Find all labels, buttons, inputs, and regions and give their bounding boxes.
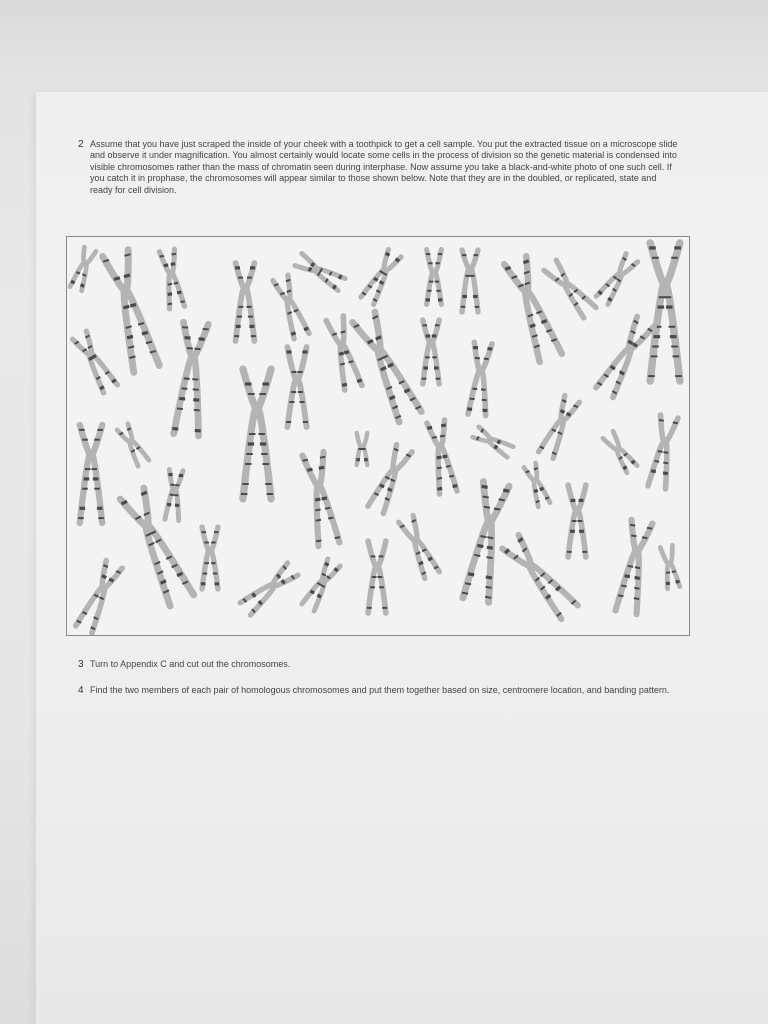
chromosome-band [426,334,431,337]
chromosome-band [435,281,439,283]
chromosome [360,249,402,305]
chromosome-band [287,350,292,353]
chromosome-band [249,433,255,435]
chromosome-band [362,448,366,450]
chromosome [172,322,210,436]
chromosome-band [426,298,430,301]
chromosome-band [248,393,254,395]
chromosome-band [422,378,427,380]
question-2 [78,139,678,196]
chromosome [165,469,184,520]
chromosome-band [203,573,208,575]
chromosome-band [249,325,254,328]
chromatid [471,250,478,312]
chromosome [523,463,550,507]
chromosome-band [175,484,179,486]
chromosome-band [367,607,372,609]
chromosome-band [671,346,678,348]
chromosome-band [438,253,442,255]
chromosome-band [666,581,670,585]
chromosome-band [300,401,305,403]
chromatid [211,527,218,589]
chromatid [432,320,439,384]
chromosome-band [582,551,587,553]
chromosome-band [215,582,220,585]
chromosome-band [234,335,239,337]
chromosome-band [179,474,183,478]
chromosome-band [80,507,86,510]
chromosome-band [462,295,467,298]
chromatid [666,243,680,381]
chromosome-band [567,551,572,553]
question-4 [78,685,678,696]
chromosome [648,243,682,381]
chromosome-band [653,335,660,338]
chromosome-band [570,530,575,533]
chromosome-band [423,366,428,369]
chromosome-band [436,290,440,292]
chromosome-band [371,555,376,557]
chromosome-band [481,388,486,390]
chromatid [427,250,433,305]
chromosome-band [248,442,254,445]
chromosome-band [246,453,252,455]
chromosome-band [82,439,88,441]
chromosome-band [659,296,666,298]
chromosome-band [579,530,584,533]
chromosome [72,331,119,394]
chromosome-band [246,306,251,308]
chromosome [294,253,345,292]
chromosome-band [247,277,252,279]
chromosome-band [426,253,430,255]
chromosome-band [428,262,432,264]
chromosome-band [364,458,368,461]
chromosome-band [94,488,100,490]
chromosome-band [261,453,267,455]
chromatid [246,263,254,341]
chromosome-band [432,356,437,358]
chromosome-band [435,324,440,326]
chromosome-band [473,295,478,298]
chromosome-band [79,429,85,431]
chromosome-band [422,324,427,326]
chromosome-band [263,463,269,465]
chromosome-band [666,305,673,308]
question-number: 3 [78,659,84,670]
chromosome-band [204,562,209,564]
chromosome-band [427,290,431,292]
chromosome [503,256,562,362]
chromatid [423,320,430,384]
chromosome-band [235,266,240,269]
chromosome [158,249,185,309]
chromatid [462,250,469,312]
chromosome-band [370,586,375,588]
chromosome [422,320,441,384]
chromosome-band [665,296,672,298]
chromosome-band [356,458,360,461]
question-number: 2 [78,139,84,150]
chromosome-band [652,257,659,259]
chromosome [602,431,637,473]
question-text: Assume that you have just scraped the inside of your cheek with a toothpick to get a cell sample. You put the extracted tissue on a microscope slide and observe it under magnification. You almost certainly would locate some cells in the process of division so the genetic material is condensed into visible chromosomes rather than the mass of chromatin seen during interphase. Now assume you take a black-and-white photo of one such cell. If you catch it in prophase, the chromosomes will appear similar to those shown below. Note that they are in the doubled, or replicated, state and ready for cell division. [90,139,678,195]
chromosome-band [179,397,185,401]
question-text: Find the two members of each pair of homologous chromosomes and put them together based on size, centromere location, and banding pattern. [90,685,670,695]
chromosome-band [291,391,296,393]
chromosome-band [93,477,99,480]
chromosome [426,420,458,494]
chromosome-band [675,375,682,377]
chromosome-band [82,488,88,490]
chromosome-band [260,442,266,445]
chromosome-spread-image [67,237,689,635]
chromosome-band [241,493,247,495]
chromosome-band [434,366,439,369]
chromosome [102,249,160,372]
chromosome-band [245,463,251,465]
chromosome-band [84,477,90,480]
chromosome-band [94,439,100,441]
chromosome-band [652,346,659,348]
chromosome-band [358,448,362,450]
chromosome-band [172,427,178,431]
chromosome-band [382,607,387,609]
chromatid [236,263,244,341]
chromosome-band [432,334,437,337]
chromatid [287,347,295,427]
chromosome-band [467,407,472,411]
chromosome-band [571,499,576,502]
chromosome [538,395,581,459]
chromosome-band [237,316,242,318]
chromosome-band [97,429,103,431]
chromosome-band [577,520,582,522]
chromosome-band [670,335,677,338]
chromosome-band [484,358,489,360]
chromosome-band [201,582,206,585]
chromosome [286,347,308,427]
chromosome-band [379,555,384,557]
chromosome [367,541,387,613]
chromosome-band [214,531,219,533]
chromosome-band [236,325,241,328]
chromosome-band [651,355,658,357]
chromosome-band [425,356,430,358]
chromosome-band [470,398,475,400]
chromosome [234,263,256,341]
chromosome [426,250,443,305]
chromosome-band [170,484,174,486]
chromosome-band [487,347,492,351]
chromosome-band [78,517,84,519]
chromosome [351,311,423,423]
chromosome-band [649,246,656,249]
chromosome-band [267,493,273,495]
chromosome-band [475,306,480,308]
chromosome-band [669,326,676,328]
chromosome-band [263,382,269,385]
chromosome-figure [66,236,690,636]
chromosome-band [211,562,216,564]
chromatid [478,343,492,415]
chromosome-band [248,316,253,318]
chromosome-band [292,371,297,373]
chromosome [660,545,681,589]
chromosome [301,452,341,547]
chromatid [650,243,664,381]
chromosome-band [184,336,190,340]
chromosome-band [472,388,477,390]
chromosome [473,427,514,458]
chromosome-band [474,254,479,256]
chromosome [272,275,310,339]
chromosome-band [303,421,308,423]
chromosome-band [671,257,678,259]
chromosome-band [258,433,264,435]
chromosome-band [377,576,382,578]
chromosome-band [462,254,467,256]
chromosome-band [245,382,251,385]
chromosome-band [97,507,103,510]
chromosome [201,527,219,589]
chromosome-band [470,275,475,277]
chromosome-band [91,468,97,470]
chromosome-band [168,473,172,477]
chromosome [69,247,97,291]
chromosome-band [579,499,584,502]
chromosome-band [193,398,199,402]
chromosome [78,425,104,523]
chromosome-band [259,393,265,395]
chromosome-band [242,483,248,485]
chromosome-band [213,573,218,575]
chromosome [461,250,479,312]
chromosome-band [675,580,679,584]
chromosome-band [174,494,178,496]
chromatid [298,347,306,427]
chromosome-band [204,542,209,544]
chromosome-band [297,371,302,373]
chromosome [544,260,596,318]
chromosome [615,520,653,615]
chromosome-band [482,409,487,413]
chromatid [202,527,209,589]
chromosome-band [372,576,377,578]
chromosome-band [673,355,680,357]
question-text: Turn to Appendix C and cut out the chromosomes. [90,659,291,669]
chromosome [467,342,493,415]
chromosome-band [674,246,681,249]
chromosome-band [286,421,291,423]
chromosome [241,369,273,499]
chromatid [468,342,482,414]
chromosome-band [289,401,294,403]
chromosome [356,433,368,465]
chromosome [595,316,655,398]
chromosome-band [429,281,433,283]
chromosome-band [461,306,466,308]
chromosome-band [195,429,201,433]
chromatid [435,250,441,305]
chromosome-band [465,275,470,277]
chromosome-band [475,357,480,359]
chromosome [119,488,194,607]
chromosome-band [211,542,216,544]
chromosome-band [657,305,664,308]
chromosome-band [202,531,207,533]
chromosome [301,559,340,612]
chromosome-band [251,335,256,337]
chromosome-band [167,503,171,507]
chromosome-band [250,266,255,269]
chromosome-band [438,298,442,301]
chromosome [117,424,149,467]
chromosome-band [98,517,104,519]
chromosome [367,444,412,513]
chromosome-band [435,262,439,264]
question-number: 4 [78,685,84,696]
chromosome-band [175,504,179,508]
chromosome-band [379,586,384,588]
chromosome-band [239,306,244,308]
chromosome [75,560,124,634]
chromosome-band [436,378,441,380]
chromosome [596,253,639,305]
chromosome-band [302,350,307,353]
chromosome-band [198,337,204,341]
chromosome-band [85,468,91,470]
chromosome-band [482,399,487,401]
chromosome [398,515,441,579]
chromosome-band [238,277,243,279]
question-3 [78,659,678,670]
chromosome-band [648,375,655,377]
chromosome-band [265,483,271,485]
chromosome-band [572,520,577,522]
chromosome [647,415,678,489]
chromosome-band [473,346,478,350]
chromosome [461,481,511,602]
chromatid [516,256,561,357]
chromosome-band [170,494,174,496]
chromosome [239,562,298,616]
chromosome-band [298,391,303,393]
chromosome [567,485,587,557]
